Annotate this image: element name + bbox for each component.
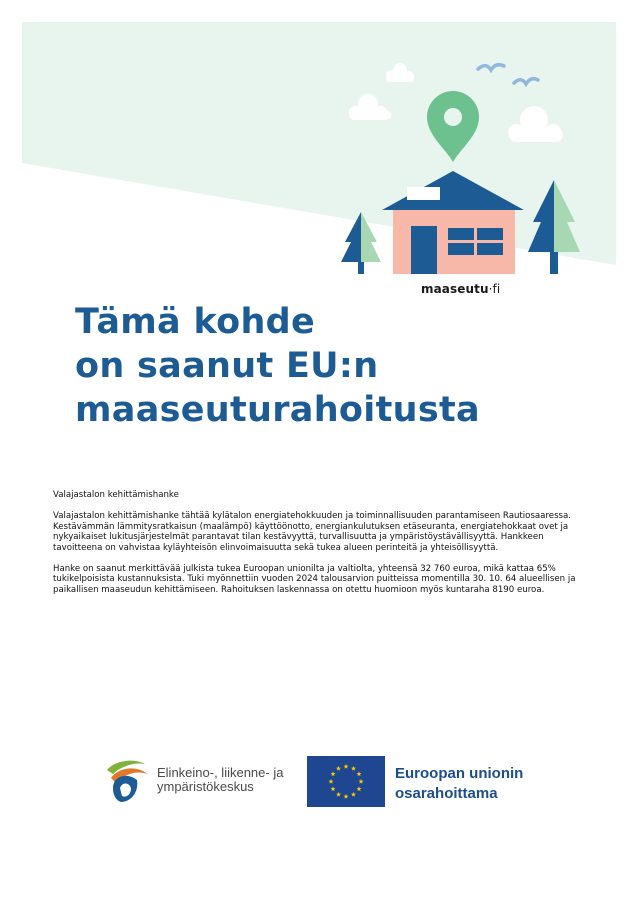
eu-flag-icon [307, 756, 385, 807]
brand-dot: · [488, 282, 493, 296]
ely-logo [105, 758, 295, 806]
hero-scene [0, 0, 636, 300]
project-funding: Hanke on saanut merkittävää julkista tukea Euroopan unionilta ja valtiolta, yhteensä 32 760 euroa, mikä kattaa 65% tukikelpoisista kustannuksista. Tuki myönnettiin vuoden 2024 talousarvion puitteissa momentilla 30. 10. 64 alueellisen ja paikallisen maaseudun kehittämiseen. Rahoituksen laskennassa on otettu huomioon myös kuntaraha 8190 euroa. [53, 563, 576, 595]
ely-logo-text [157, 766, 283, 794]
ely-line-1: Elinkeino-, liikenne- ja [157, 765, 284, 780]
headline-line-2: on saanut EU:n [75, 346, 379, 386]
eu-line-2: osarahoittama [395, 785, 498, 802]
eu-cofunded-text [395, 764, 523, 804]
brand-name: maaseutu [421, 282, 489, 296]
page-headline [75, 300, 615, 432]
brand-domain: fi [492, 282, 501, 296]
mint-background [22, 22, 616, 265]
hero-illustration [0, 0, 636, 300]
eu-flag [307, 756, 385, 807]
ely-logo-icon [105, 758, 153, 806]
project-description [53, 490, 593, 606]
project-summary: Valajastalon kehittämishanke tähtää kylätalon energiatehokkuuden ja toiminnallisuuden parantamiseen Rautiosaaressa. Kestävämmän lämmitysratkaisun (maalämpö) käyttöönotto, energiankulutuksen etäseuranta, energiatehokkaat ovet ja nykyaikaiset lukitusjärjestelmät parantavat tilan kestävyyttä, turvallisuutta ja ympäristöystävällisyyttä. Hankkeen tavoitteena on vahvistaa kyläyhteisön elinvoimaisuutta sekä tukea alueen perinteitä ja yhteisöllisyyttä. [53, 511, 572, 553]
ely-line-2: ympäristökeskus [157, 779, 254, 794]
project-title: Valajastalon kehittämishanke [53, 490, 179, 500]
eu-line-1: Euroopan unionin [395, 765, 524, 782]
headline-line-1: Tämä kohde [75, 302, 316, 342]
maaseutu-brand [421, 282, 500, 296]
headline-line-3: maaseuturahoitusta [75, 390, 480, 430]
